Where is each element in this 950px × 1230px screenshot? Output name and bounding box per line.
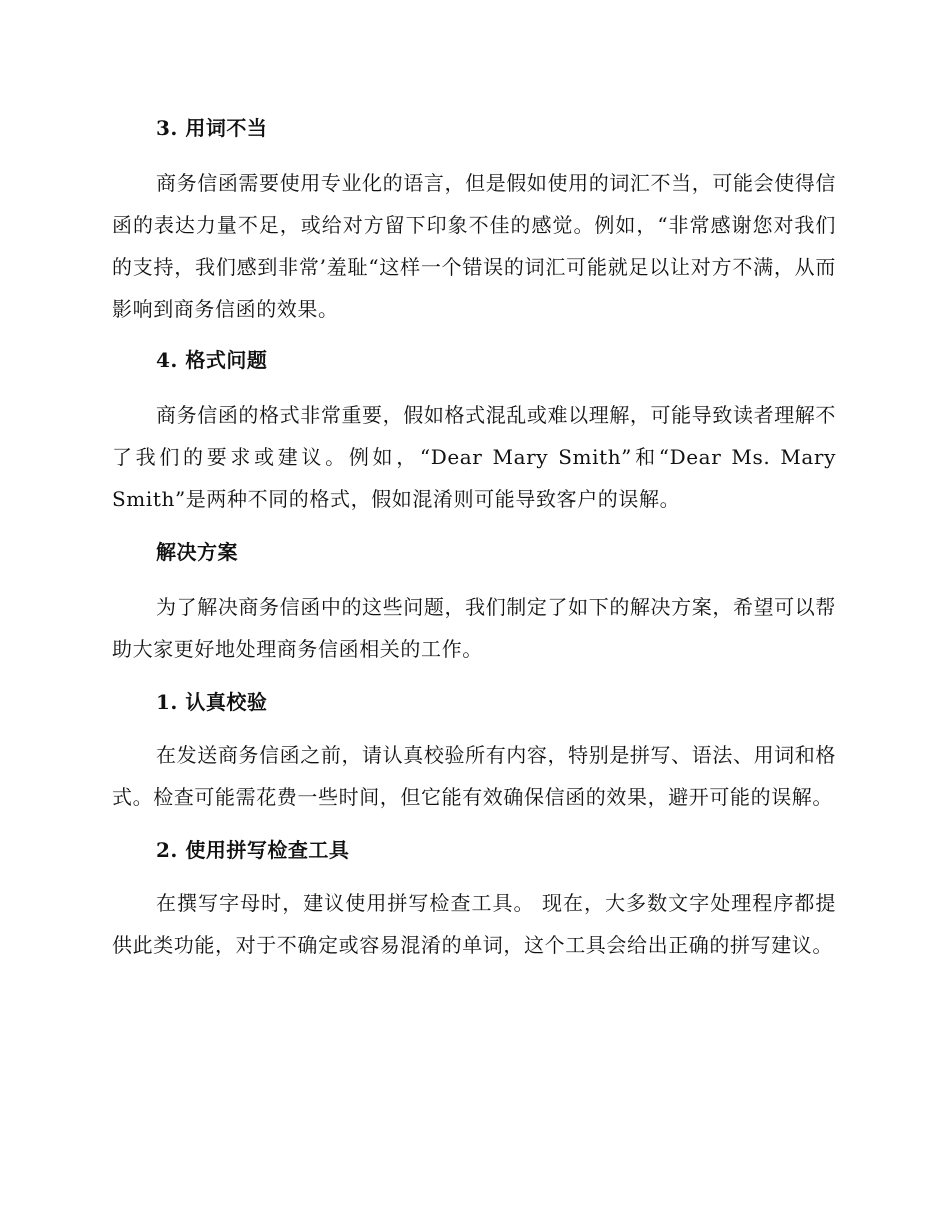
section-heading-spellcheck: 2. 使用拼写检查工具 [156,838,350,862]
section-paragraph-solutions: 为了解决商务信函中的这些问题，我们制定了如下的解决方案，希望可以帮助大家更好地处理商务信函相关的工作。 [112,595,836,661]
section-paragraph-spellcheck: 在撰写字母时，建议使用拼写检查工具。 现在，大多数文字处理程序都提供此类功能，对于不确定或容易混淆的单词，这个工具会给出正确的拼写建议。 [112,891,836,957]
section-paragraph-format: 商务信函的格式非常重要，假如格式混乱或难以理解，可能导致读者理解不了我们的要求或建议。例如，“Dear Mary Smith”和“Dear Ms. Mary Smith”是两种不同的格式，假如混淆则可能导致客户的误解。 [112,403,836,511]
section-heading-format: 4. 格式问题 [156,348,268,372]
section-paragraph-word-choice: 商务信函需要使用专业化的语言，但是假如使用的词汇不当，可能会使得信函的表达力量不足，或给对方留下印象不佳的感觉。例如，“非常感谢您对我们的支持，我们感到非常’羞耻“这样一个错误的词汇可能就足以让对方不满，从而影响到商务信函的效果。 [112,171,836,321]
section-heading-word-choice: 3. 用词不当 [156,116,268,140]
document-page [112,108,836,966]
section-heading-proofread: 1. 认真校验 [156,690,268,714]
section-heading-solutions: 解决方案 [156,540,238,564]
section-paragraph-proofread: 在发送商务信函之前，请认真校验所有内容，特别是拼写、语法、用词和格式。检查可能需花费一些时间，但它能有效确保信函的效果，避开可能的误解。 [112,743,836,809]
